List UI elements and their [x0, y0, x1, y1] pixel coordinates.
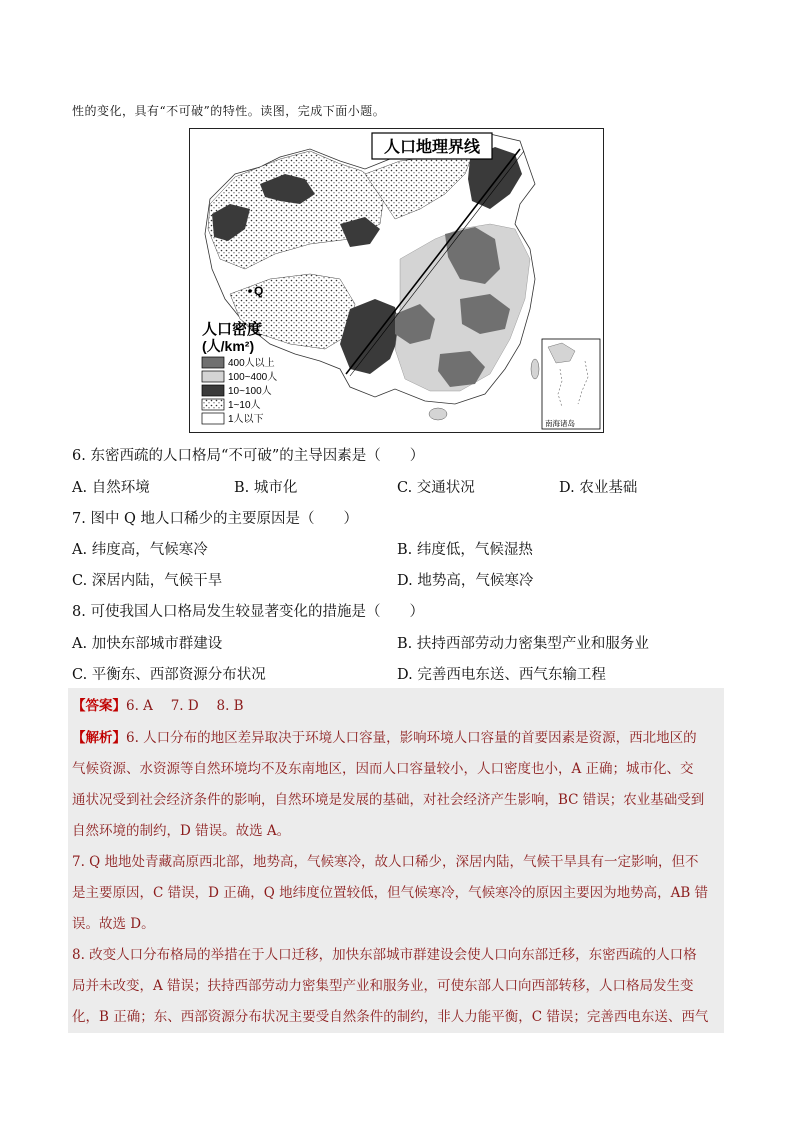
point-q-label: Q: [254, 284, 264, 298]
legend-label-1-10: 1~10人: [228, 400, 261, 411]
analysis-text-1: 6. 人口分布的地区差异取决于环境人口容量，影响环境人口容量的首要因素是资源，西北地区的: [126, 730, 697, 746]
legend-swatch-1-10: [202, 399, 224, 410]
question-7-option-d[interactable]: D. 地势高，气候寒冷: [397, 573, 534, 589]
question-8-option-c[interactable]: C. 平衡东、西部资源分布状况: [72, 667, 266, 683]
question-8-option-b[interactable]: B. 扶持西部劳动力密集型产业和服务业: [397, 636, 649, 652]
south-china-sea-inset: [542, 339, 600, 429]
question-7-option-b[interactable]: B. 纬度低，气候湿热: [397, 542, 533, 558]
answer-tag: 【答案】: [72, 698, 126, 714]
legend-swatch-below-1: [202, 413, 224, 424]
question-8-option-d[interactable]: D. 完善西电东送、西气东输工程: [397, 667, 606, 683]
legend-swatch-10-100: [202, 385, 224, 396]
question-7-option-a[interactable]: A. 纬度高，气候寒冷: [72, 542, 208, 558]
answer-line: [72, 694, 244, 714]
analysis-line-2: 气候资源、水资源等自然环境均不及东南地区，因而人口容量较小，人口密度也小，A 正确；城市化、交: [72, 761, 694, 777]
legend-swatch-400-plus: [202, 357, 224, 368]
question-8-option-a[interactable]: A. 加快东部城市群建设: [72, 636, 223, 652]
analysis-line-5: 7. Q 地地处青藏高原西北部，地势高，气候寒冷，故人口稀少，深居内陆，气候干旱具有一定影响，但不: [72, 854, 699, 870]
question-6-option-c[interactable]: C. 交通状况: [397, 480, 475, 496]
legend-label-100-400: 100~400人: [228, 372, 278, 383]
question-8-stem: 8. 可使我国人口格局发生较显著变化的措施是（ ）: [72, 604, 424, 620]
hainan-island: [429, 408, 447, 420]
legend-title-line1: 人口密度: [202, 321, 263, 338]
answer-text: 6. A 7. D 8. B: [126, 698, 244, 714]
question-6-stem: 6. 东密西疏的人口格局“不可破”的主导因素是（ ）: [72, 448, 425, 464]
analysis-line-7: 误。故选 D。: [72, 916, 155, 932]
question-6-option-b[interactable]: B. 城市化: [234, 480, 298, 496]
inset-label: 南海诸岛: [545, 419, 575, 428]
analysis-line-6: 是主要原因，C 错误，D 正确，Q 地纬度位置较低，但气候寒冷，气候寒冷的原因主要因为地势高，AB 错: [72, 885, 709, 901]
question-6-option-a[interactable]: A. 自然环境: [72, 480, 150, 496]
legend-label-10-100: 10~100人: [228, 386, 272, 397]
analysis-line-4: 自然环境的制约，D 错误。故选 A。: [72, 823, 291, 839]
analysis-tag: 【解析】: [72, 730, 126, 746]
point-q-marker: [248, 289, 252, 293]
legend-label-400-plus: 400人以上: [228, 358, 275, 369]
analysis-line-10: 化，B 正确；东、西部资源分布状况主要受自然条件的制约，非人力能平衡，C 错误；完善西电东送、西气: [72, 1009, 709, 1025]
population-map-figure: [189, 128, 604, 433]
legend-swatch-100-400: [202, 371, 224, 382]
question-7-option-c[interactable]: C. 深居内陆，气候干旱: [72, 573, 223, 589]
question-7-stem: 7. 图中 Q 地人口稀少的主要原因是（ ）: [72, 511, 359, 527]
analysis-line-1: [72, 726, 697, 746]
question-6-option-d[interactable]: D. 农业基础: [559, 480, 638, 496]
legend-label-below-1: 1人以下: [228, 414, 264, 425]
intro-text: 性的变化，具有“不可破”的特性。读图，完成下面小题。: [72, 104, 386, 118]
analysis-line-9: 局并未改变，A 错误；扶持西部劳动力密集型产业和服务业，可使东部人口向西部转移，人口格局发生变: [72, 978, 694, 994]
analysis-line-8: 8. 改变人口分布格局的举措在于人口迁移，加快东部城市群建设会使人口向东部迁移，东密西疏的人口格: [72, 947, 697, 963]
china-population-density-map: [190, 129, 602, 431]
legend-title-line2: (人/km²): [202, 338, 255, 354]
taiwan-island: [531, 359, 539, 379]
map-title: 人口地理界线: [383, 139, 481, 156]
analysis-line-3: 通状况受到社会经济条件的影响，自然环境是发展的基础，对社会经济产生影响，BC 错误；农业基础受到: [72, 792, 705, 808]
